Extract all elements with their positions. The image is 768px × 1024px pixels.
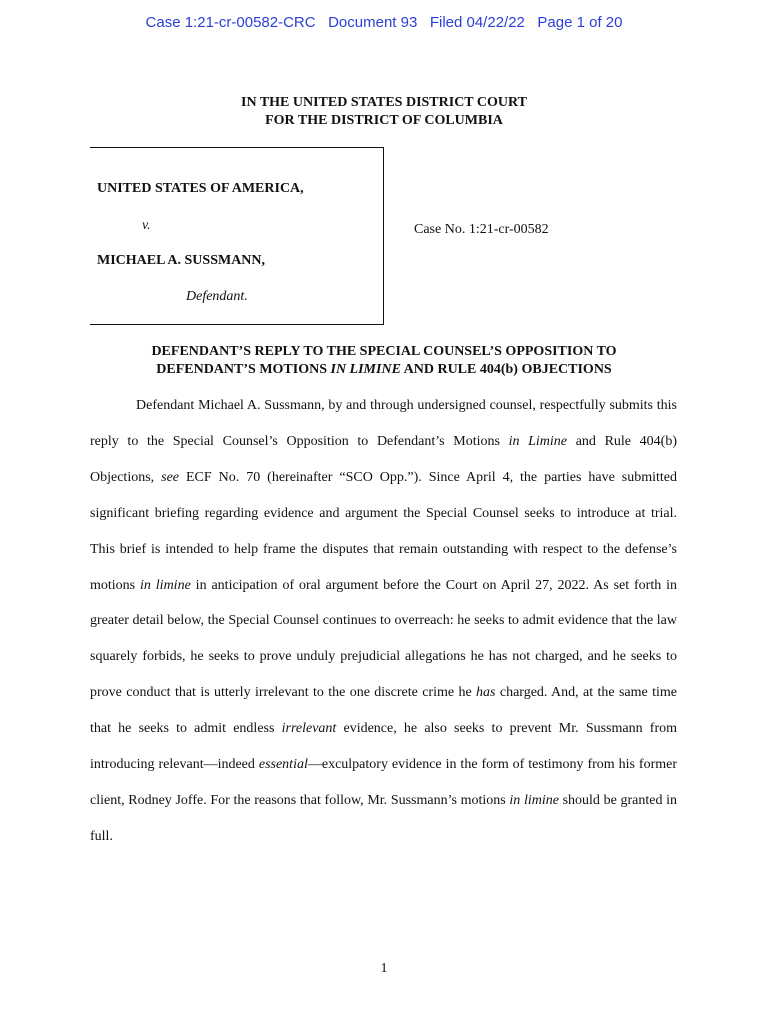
document-title bbox=[0, 343, 768, 379]
body-text-run: evidence, he also seeks to prevent Mr. Sussmann from introducing relevant—indeed bbox=[90, 721, 677, 773]
body-text-run: —exculpatory evidence in the form of testimony from his former client, Rodney Joffe. For the reasons that follow, Mr. Sussmann’s motions bbox=[90, 757, 677, 808]
body-emphasis: irrelevant bbox=[281, 721, 337, 737]
title-emphasis: IN LIMINE bbox=[330, 362, 401, 377]
body-text-run: charged. And, at the same time that he seeks to admit endless bbox=[90, 685, 677, 737]
body-text bbox=[90, 388, 677, 855]
court-name: IN THE UNITED STATES DISTRICT COURT bbox=[241, 95, 527, 110]
caption-plaintiff: UNITED STATES OF AMERICA, bbox=[97, 181, 304, 196]
title-line-2 bbox=[0, 361, 768, 379]
body-emphasis: essential bbox=[258, 757, 308, 773]
body-emphasis: has bbox=[476, 685, 496, 701]
case-caption bbox=[90, 147, 384, 325]
title-text: DEFENDANT’S MOTIONS bbox=[156, 362, 331, 377]
body-text-run: ECF No. 70 (hereinafter “SCO Opp.”). Since April 4, the parties have submitted significant briefing regarding evidence and argument the Special Counsel seeks to introduce at trial. This brief is intended to help frame the disputes that remain outstanding with respect to the defense’s motions bbox=[90, 469, 677, 593]
caption-versus: v. bbox=[142, 218, 151, 233]
body-text-run: and Rule 404(b) Objections, bbox=[90, 433, 677, 485]
body-text-run: Defendant Michael A. Sussmann, by and through undersigned counsel, respectfully submits this reply to the Special Counsel’s Opposition to Defendant’s Motions bbox=[90, 398, 677, 449]
title-text: AND RULE 404(b) OBJECTIONS bbox=[400, 362, 612, 377]
page-number: 1 bbox=[380, 961, 388, 976]
court-district: FOR THE DISTRICT OF COLUMBIA bbox=[265, 113, 503, 128]
title-line-1: DEFENDANT’S REPLY TO THE SPECIAL COUNSEL’S OPPOSITION TO bbox=[151, 344, 617, 359]
body-emphasis: see bbox=[161, 469, 180, 485]
case-number: Case No. 1:21-cr-00582 bbox=[414, 222, 549, 237]
body-emphasis: in limine bbox=[509, 792, 559, 808]
body-text-run: in anticipation of oral argument before the Court on April 27, 2022. As set forth in greater detail below, the Special Counsel continues to overreach: he seeks to admit evidence that the law squarely forbids, he seeks to prove unduly prejudicial allegations he has not charged, and he seeks to prove conduct that is utterly irrelevant to the one discrete crime he bbox=[90, 577, 677, 701]
ecf-filing-header: Case 1:21-cr-00582-CRC Document 93 Filed 04/22/22 Page 1 of 20 bbox=[145, 14, 623, 31]
body-paragraph bbox=[90, 388, 677, 855]
body-emphasis: in limine bbox=[140, 577, 191, 593]
caption-defendant-role: Defendant. bbox=[186, 289, 248, 304]
caption-defendant: MICHAEL A. SUSSMANN, bbox=[97, 253, 266, 268]
body-emphasis: in Limine bbox=[508, 433, 568, 449]
body-text-run: should be granted in full. bbox=[90, 792, 677, 844]
court-heading bbox=[0, 94, 768, 130]
